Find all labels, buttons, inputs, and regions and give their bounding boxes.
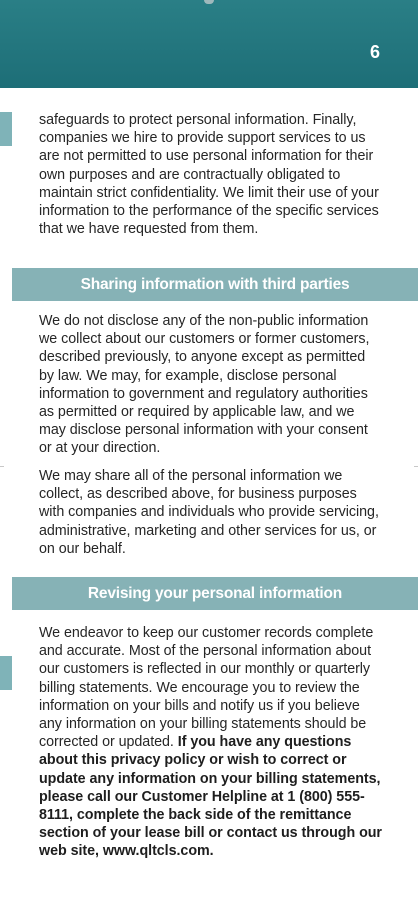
trim-mark: [0, 466, 4, 467]
contact-instructions: If you have any questions about this privacy policy or wish to correct or update any information on your billing statements, please call our Customer Helpline at 1 (800) 555-8111, complete the back side of the remittance section of your lease bill or contact us through our web site, www.qltcls.com.: [39, 734, 382, 860]
sharing-paragraph-2: We may share all of the personal information we collect, as described above, for business purposes with companies and individuals who provide servicing, administrative, marketing and other services for us, or on our behalf.: [39, 468, 379, 557]
revising-text: We endeavor to keep our customer records complete and accurate. Most of the personal information about our customers is reflected in our monthly or quarterly billing statements. We encourage you to review the information on your bills and notify us if you believe any information on your billing statements should be corrected or updated.: [39, 625, 374, 751]
sharing-paragraph-1: We do not disclose any of the non-public information we collect about our customers or former customers, described previously, to anyone except as permitted by law. We may, for example, disclose personal information to government and regulatory authorities as permitted or required by applicable law, and we may disclose personal information with your consent or at your direction.: [39, 313, 370, 457]
section-heading-text: Sharing information with third parties: [80, 275, 350, 293]
revising-paragraph: [39, 624, 383, 861]
page-number: 6: [369, 42, 380, 62]
section-heading-sharing: [12, 268, 418, 301]
registration-mark: [204, 0, 214, 4]
page-header: [0, 0, 418, 88]
section-heading-revising: [12, 577, 418, 610]
trim-mark: [414, 466, 418, 467]
margin-tab: [0, 112, 12, 146]
section-heading-text: Revising your personal information: [87, 584, 343, 602]
margin-tab: [0, 656, 12, 690]
intro-paragraph: safeguards to protect personal information. Finally, companies we hire to provide support services to us are not permitted to use personal information for their own purposes and are contractually obligated to maintain strict confidentiality. We limit their use of your information to the performance of the specific services that we have requested from them.: [39, 112, 379, 238]
